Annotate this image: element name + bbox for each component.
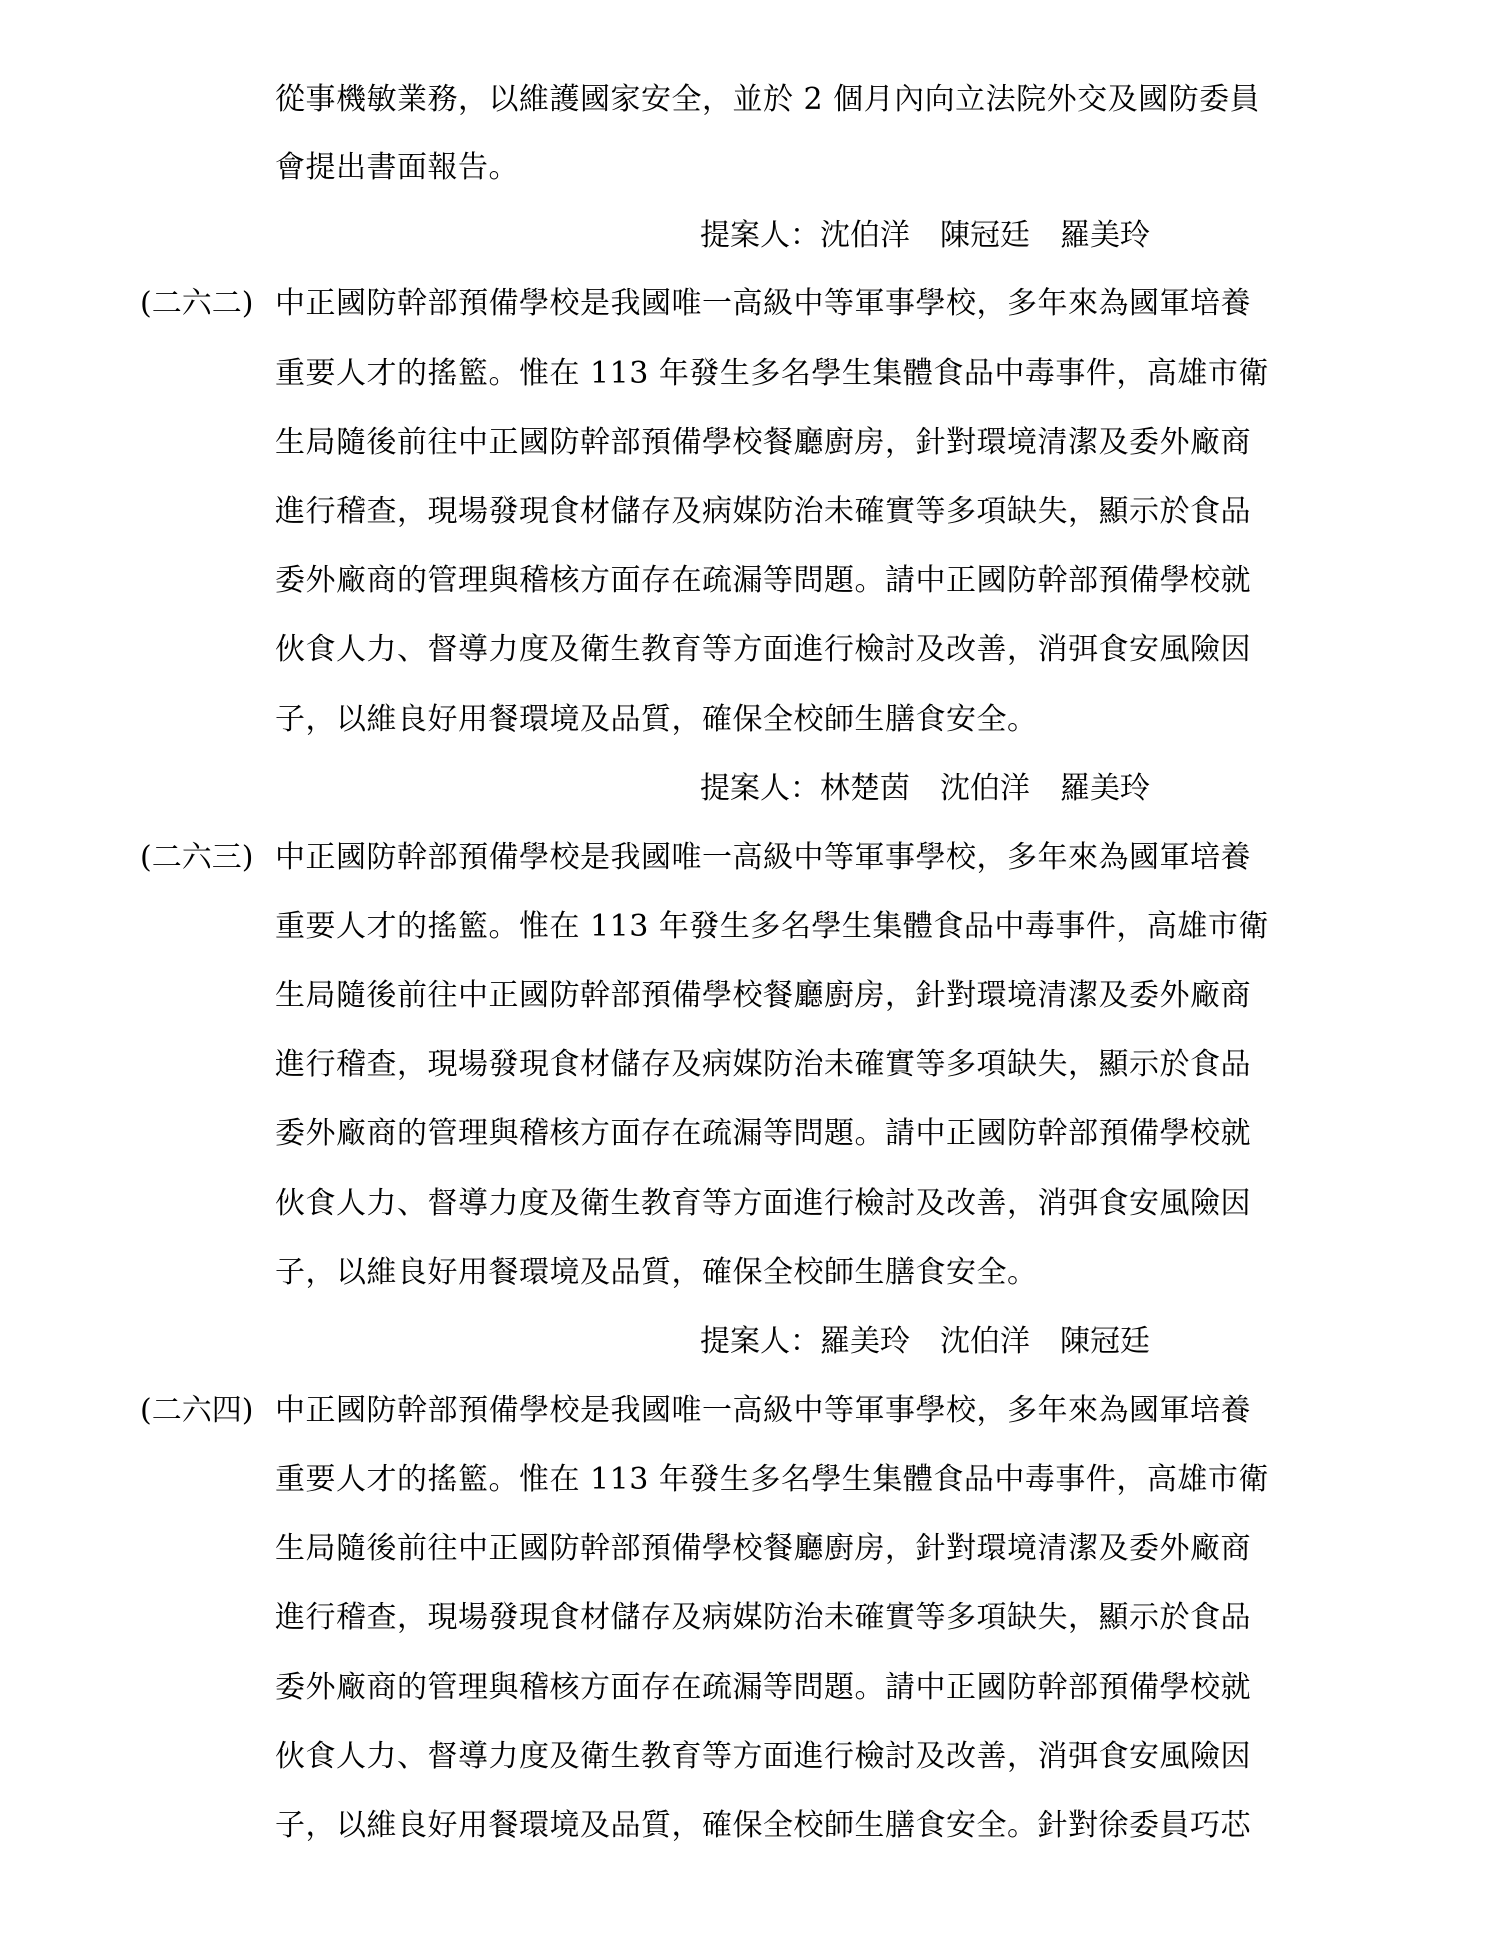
paragraph-line: 中正國防幹部預備學校是我國唯一高級中等軍事學校，多年來為國軍培養 — [275, 286, 1251, 321]
paragraph-line: 子，以維良好用餐環境及品質，確保全校師生膳食安全。 — [275, 702, 1038, 737]
paragraph-line: 重要人才的搖籃。惟在 113 年發生多名學生集體食品中毒事件，高雄市衛 — [275, 909, 1269, 944]
item-number: (二六三) — [140, 840, 254, 875]
paragraph-line: 委外廠商的管理與稽核方面存在疏漏等問題。請中正國防幹部預備學校就 — [275, 1670, 1251, 1705]
paragraph-line: 中正國防幹部預備學校是我國唯一高級中等軍事學校，多年來為國軍培養 — [275, 840, 1251, 875]
paragraph-line: 子，以維良好用餐環境及品質，確保全校師生膳食安全。 — [275, 1255, 1038, 1290]
proposer-line: 提案人：羅美玲 沈伯洋 陳冠廷 — [700, 1324, 1150, 1359]
paragraph-line: 伙食人力、督導力度及衛生教育等方面進行檢討及改善，消弭食安風險因 — [275, 632, 1251, 667]
paragraph-line: 進行稽查，現場發現食材儲存及病媒防治未確實等多項缺失，顯示於食品 — [275, 494, 1251, 529]
proposer-line: 提案人：林楚茵 沈伯洋 羅美玲 — [700, 771, 1150, 806]
paragraph-line: 生局隨後前往中正國防幹部預備學校餐廳廚房，針對環境清潔及委外廠商 — [275, 1531, 1251, 1566]
paragraph-line: 子，以維良好用餐環境及品質，確保全校師生膳食安全。針對徐委員巧芯 — [275, 1808, 1251, 1843]
paragraph-line: 伙食人力、督導力度及衛生教育等方面進行檢討及改善，消弭食安風險因 — [275, 1739, 1251, 1774]
paragraph-line: 從事機敏業務，以維護國家安全，並於 2 個月內向立法院外交及國防委員 — [275, 82, 1261, 117]
paragraph-line: 伙食人力、督導力度及衛生教育等方面進行檢討及改善，消弭食安風險因 — [275, 1186, 1251, 1221]
paragraph-line: 生局隨後前往中正國防幹部預備學校餐廳廚房，針對環境清潔及委外廠商 — [275, 425, 1251, 460]
paragraph-line: 重要人才的搖籃。惟在 113 年發生多名學生集體食品中毒事件，高雄市衛 — [275, 1462, 1269, 1497]
paragraph-line: 進行稽查，現場發現食材儲存及病媒防治未確實等多項缺失，顯示於食品 — [275, 1600, 1251, 1635]
paragraph-line: 重要人才的搖籃。惟在 113 年發生多名學生集體食品中毒事件，高雄市衛 — [275, 356, 1269, 391]
paragraph-line: 委外廠商的管理與稽核方面存在疏漏等問題。請中正國防幹部預備學校就 — [275, 1116, 1251, 1151]
item-number: (二六四) — [140, 1393, 254, 1428]
item-number: (二六二) — [140, 286, 254, 321]
paragraph-line: 中正國防幹部預備學校是我國唯一高級中等軍事學校，多年來為國軍培養 — [275, 1393, 1251, 1428]
paragraph-line: 進行稽查，現場發現食材儲存及病媒防治未確實等多項缺失，顯示於食品 — [275, 1047, 1251, 1082]
proposer-line: 提案人：沈伯洋 陳冠廷 羅美玲 — [700, 218, 1150, 253]
paragraph-line: 生局隨後前往中正國防幹部預備學校餐廳廚房，針對環境清潔及委外廠商 — [275, 978, 1251, 1013]
paragraph-line: 委外廠商的管理與稽核方面存在疏漏等問題。請中正國防幹部預備學校就 — [275, 563, 1251, 598]
paragraph-line: 會提出書面報告。 — [275, 150, 519, 185]
